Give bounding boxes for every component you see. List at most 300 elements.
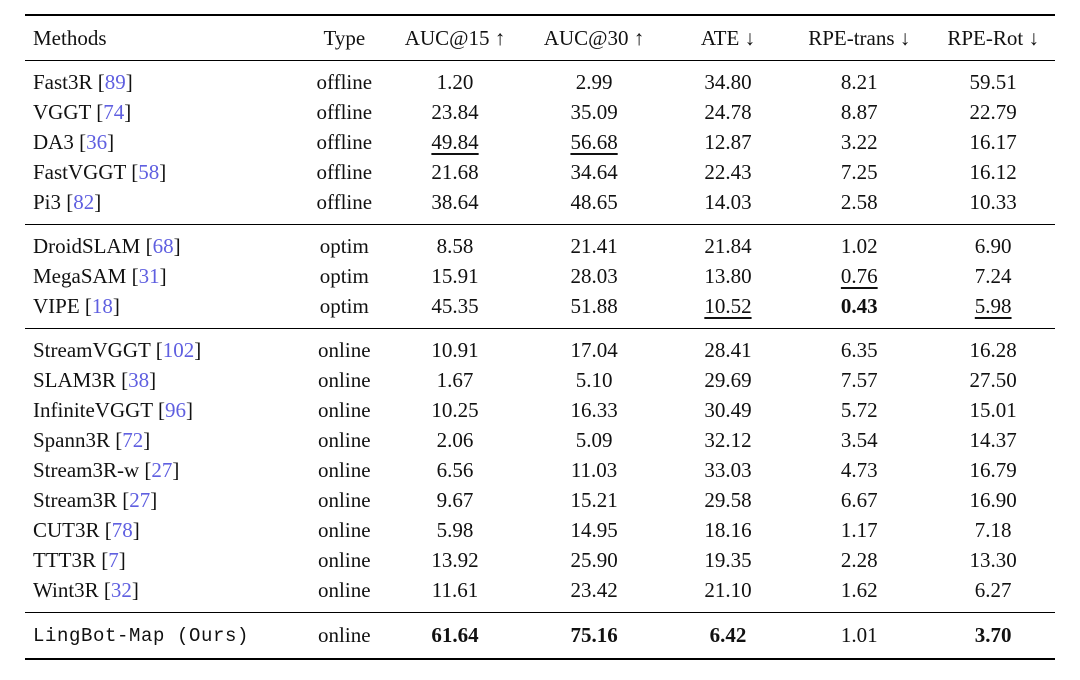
value-text: 5.10 [575,368,613,392]
value-cell [931,262,1055,292]
type-cell: offline [316,100,373,124]
citation-link[interactable]: 74 [103,100,125,124]
type-cell: online [318,458,371,482]
value-cell [787,576,931,613]
value-text: 5.09 [575,428,613,452]
value-text: 61.64 [431,623,479,647]
value-cell [787,292,931,329]
table-group-optim [25,225,1055,329]
value-cell [931,366,1055,396]
value-cell [391,158,520,188]
value-text: 6.56 [436,458,474,482]
value-text: 2.28 [840,548,878,572]
table-row [25,262,1055,292]
value-text: 5.98 [436,518,474,542]
citation-brackets: [68] [140,234,181,258]
citation-link[interactable]: 58 [138,160,160,184]
value-text: 3.22 [840,130,878,154]
method-name: CUT3R [33,518,100,542]
value-text: 5.98 [974,294,1012,318]
method-name: DroidSLAM [33,234,141,258]
table-row [25,188,1055,225]
value-cell [787,98,931,128]
citation-brackets: [72] [110,428,151,452]
value-text: 1.01 [840,623,878,647]
value-text: 45.35 [431,294,479,318]
value-cell [931,329,1055,366]
value-cell [519,292,668,329]
value-cell [519,128,668,158]
value-text: 51.88 [570,294,618,318]
value-cell [391,546,520,576]
value-text: 16.12 [969,160,1017,184]
value-text: 28.03 [570,264,618,288]
value-text: 2.06 [436,428,474,452]
table-header [25,15,1055,61]
value-text: 15.01 [969,398,1017,422]
value-cell [787,225,931,262]
column-header-auc15: AUC@15 ↑ [391,15,520,61]
value-cell [519,516,668,546]
value-text: 10.52 [704,294,752,318]
value-cell [669,158,787,188]
method-name: Fast3R [33,70,93,94]
method-name: MegaSAM [33,264,127,288]
method-cell [25,456,298,486]
value-text: 48.65 [570,190,618,214]
value-cell [519,262,668,292]
type-cell: online [318,338,371,362]
citation-link[interactable]: 72 [122,428,144,452]
table-row [25,158,1055,188]
table-row [25,128,1055,158]
value-cell [931,396,1055,426]
value-text: 28.41 [704,338,752,362]
value-cell [787,613,931,660]
table-row [25,98,1055,128]
results-table [25,14,1055,660]
value-text: 16.33 [570,398,618,422]
value-cell [391,576,520,613]
value-text: 2.99 [575,70,613,94]
type-cell: optim [319,264,369,288]
value-text: 1.62 [840,578,878,602]
value-cell [519,61,668,98]
value-cell [787,61,931,98]
method-name: TTT3R [33,548,96,572]
method-name: StreamVGGT [33,338,151,362]
value-cell [787,262,931,292]
table-row [25,516,1055,546]
value-text: 6.27 [974,578,1012,602]
value-text: 19.35 [704,548,752,572]
value-text: 22.43 [704,160,752,184]
value-cell [931,613,1055,660]
type-cell: online [318,368,371,392]
table-row [25,366,1055,396]
value-cell [519,225,668,262]
table-group-ours [25,613,1055,660]
value-text: 14.03 [704,190,752,214]
value-text: 34.64 [570,160,618,184]
citation-link[interactable]: 27 [129,488,151,512]
value-text: 17.04 [570,338,618,362]
value-text: 8.21 [840,70,878,94]
method-name: VIPE [33,294,80,318]
value-text: 0.43 [840,294,878,318]
value-text: 0.76 [840,264,878,288]
value-text: 7.24 [974,264,1012,288]
value-text: 1.17 [840,518,878,542]
table-row [25,329,1055,366]
value-text: 16.28 [969,338,1017,362]
value-cell [391,292,520,329]
value-cell [669,486,787,516]
value-text: 1.20 [436,70,474,94]
citation-link[interactable]: 82 [73,190,95,214]
method-name: LingBot-Map (Ours) [33,625,250,647]
value-cell [519,98,668,128]
value-text: 4.73 [840,458,878,482]
method-cell [25,576,298,613]
method-cell [25,486,298,516]
value-cell [519,396,668,426]
value-text: 33.03 [704,458,752,482]
citation-brackets: [31] [126,264,167,288]
value-cell [669,576,787,613]
header-row [25,15,1055,61]
value-text: 10.91 [431,338,479,362]
citation-brackets: [27] [117,488,158,512]
type-cell: online [318,623,371,647]
value-text: 8.58 [436,234,474,258]
value-cell [669,292,787,329]
value-cell [519,546,668,576]
value-text: 12.87 [704,130,752,154]
value-text: 9.67 [436,488,474,512]
type-cell: online [318,518,371,542]
value-cell [391,456,520,486]
value-cell [669,128,787,158]
method-cell [25,329,298,366]
method-name: DA3 [33,130,74,154]
value-cell [391,262,520,292]
table-row [25,576,1055,613]
citation-brackets: [18] [79,294,120,318]
value-text: 22.79 [969,100,1017,124]
method-cell [25,516,298,546]
method-cell [25,128,298,158]
value-text: 5.72 [840,398,878,422]
value-text: 56.68 [570,130,618,154]
value-text: 21.68 [431,160,479,184]
table-row [25,292,1055,329]
value-cell [931,426,1055,456]
value-cell [391,486,520,516]
method-cell [25,426,298,456]
value-text: 6.35 [840,338,878,362]
citation-link[interactable]: 78 [111,518,133,542]
value-text: 11.61 [431,578,479,602]
value-cell [519,426,668,456]
value-text: 23.84 [431,100,479,124]
method-name: FastVGGT [33,160,126,184]
value-cell [391,613,520,660]
type-cell: optim [319,294,369,318]
value-text: 34.80 [704,70,752,94]
type-cell: online [318,398,371,422]
value-text: 27.50 [969,368,1017,392]
value-text: 29.69 [704,368,752,392]
column-header-methods: Methods [25,15,298,61]
value-text: 30.49 [704,398,752,422]
type-cell: offline [316,130,373,154]
value-cell [931,292,1055,329]
column-header-rpe-trans: RPE-trans ↓ [787,15,931,61]
value-cell [787,546,931,576]
citation-link[interactable]: 31 [138,264,160,288]
value-cell [931,188,1055,225]
value-text: 13.92 [431,548,479,572]
citation-brackets: [74] [90,100,132,124]
citation-link[interactable]: 18 [91,294,113,318]
value-text: 15.21 [570,488,618,512]
value-text: 8.87 [840,100,878,124]
value-cell [931,158,1055,188]
value-cell [519,576,668,613]
column-header-ate: ATE ↓ [669,15,787,61]
value-text: 7.57 [840,368,878,392]
citation-link[interactable]: 68 [152,234,174,258]
value-text: 16.79 [969,458,1017,482]
citation-brackets: [58] [125,160,167,184]
value-cell [787,188,931,225]
table-group-online [25,329,1055,613]
type-cell: online [318,488,371,512]
type-cell: offline [316,70,373,94]
method-cell [25,158,298,188]
value-text: 29.58 [704,488,752,512]
citation-brackets: [89] [92,70,133,94]
value-text: 21.41 [570,234,618,258]
value-text: 25.90 [570,548,618,572]
type-cell: online [318,428,371,452]
value-text: 7.25 [840,160,878,184]
citation-brackets: [38] [115,368,157,392]
citation-link[interactable]: 102 [162,338,195,362]
value-cell [519,329,668,366]
method-name: Pi3 [33,190,62,214]
value-text: 7.18 [974,518,1012,542]
value-cell [787,366,931,396]
value-cell [519,158,668,188]
value-cell [787,516,931,546]
value-text: 2.58 [840,190,878,214]
method-cell [25,98,298,128]
table-group-offline [25,61,1055,225]
citation-brackets: [27] [139,458,180,482]
value-cell [931,486,1055,516]
value-cell [931,225,1055,262]
type-cell: optim [319,234,369,258]
citation-link[interactable]: 89 [104,70,126,94]
value-cell [519,456,668,486]
value-text: 6.42 [709,623,747,647]
method-cell [25,396,298,426]
value-text: 21.10 [704,578,752,602]
value-cell [391,98,520,128]
value-cell [787,486,931,516]
value-text: 59.51 [969,70,1017,94]
value-text: 75.16 [570,623,618,647]
value-cell [669,98,787,128]
value-text: 6.67 [840,488,878,512]
citation-brackets: [7] [96,548,126,572]
table-row [25,396,1055,426]
value-cell [519,188,668,225]
value-cell [669,61,787,98]
method-name: SLAM3R [33,368,116,392]
value-cell [669,546,787,576]
method-name: Stream3R-w [33,458,140,482]
method-name: InfiniteVGGT [33,398,153,422]
value-cell [931,516,1055,546]
method-cell [25,613,298,660]
citation-brackets: [32] [98,578,139,602]
value-cell [669,426,787,456]
method-name: Stream3R [33,488,117,512]
value-text: 32.12 [704,428,752,452]
value-text: 23.42 [570,578,618,602]
value-cell [931,576,1055,613]
method-cell [25,262,298,292]
value-text: 14.37 [969,428,1017,452]
value-text: 1.67 [436,368,474,392]
value-cell [931,546,1055,576]
value-cell [931,61,1055,98]
table-row [25,486,1055,516]
type-cell: online [318,548,371,572]
value-cell [669,225,787,262]
citation-link[interactable]: 32 [110,578,132,602]
value-cell [519,613,668,660]
method-cell [25,292,298,329]
value-cell [669,329,787,366]
value-cell [787,426,931,456]
value-cell [787,158,931,188]
citation-link[interactable]: 96 [165,398,187,422]
value-cell [787,456,931,486]
table-row [25,426,1055,456]
value-text: 3.70 [974,623,1012,647]
value-text: 49.84 [431,130,479,154]
value-text: 11.03 [570,458,618,482]
value-text: 21.84 [704,234,752,258]
column-header-type: Type [298,15,391,61]
value-text: 10.25 [431,398,479,422]
column-header-auc30: AUC@30 ↑ [519,15,668,61]
value-cell [391,366,520,396]
value-cell [669,366,787,396]
value-text: 3.54 [840,428,878,452]
value-text: 15.91 [431,264,479,288]
method-cell [25,366,298,396]
table-row [25,456,1055,486]
table-row [25,546,1055,576]
value-cell [787,396,931,426]
value-cell [669,188,787,225]
value-text: 10.33 [969,190,1017,214]
value-text: 6.90 [974,234,1012,258]
type-cell: offline [316,190,373,214]
value-cell [669,516,787,546]
value-cell [931,128,1055,158]
value-cell [669,262,787,292]
method-name: Spann3R [33,428,111,452]
value-cell [391,516,520,546]
table-row [25,225,1055,262]
type-cell: online [318,578,371,602]
citation-brackets: [36] [73,130,115,154]
citation-link[interactable]: 36 [86,130,108,154]
value-cell [519,486,668,516]
method-cell [25,225,298,262]
value-cell [519,366,668,396]
value-text: 16.17 [969,130,1017,154]
value-text: 35.09 [570,100,618,124]
value-cell [391,61,520,98]
value-cell [669,456,787,486]
value-text: 13.80 [704,264,752,288]
citation-link[interactable]: 38 [128,368,150,392]
value-cell [391,329,520,366]
method-cell [25,546,298,576]
column-header-rpe-rot: RPE-Rot ↓ [931,15,1055,61]
value-cell [669,613,787,660]
citation-brackets: [82] [61,190,102,214]
method-name: VGGT [33,100,91,124]
citation-link[interactable]: 7 [108,548,119,572]
method-cell [25,188,298,225]
citation-link[interactable]: 27 [151,458,173,482]
value-cell [391,128,520,158]
value-cell [931,456,1055,486]
value-text: 38.64 [431,190,479,214]
value-cell [669,396,787,426]
value-cell [787,128,931,158]
value-cell [391,188,520,225]
method-name: Wint3R [33,578,99,602]
value-cell [391,225,520,262]
value-cell [787,329,931,366]
value-cell [931,98,1055,128]
value-text: 13.30 [969,548,1017,572]
citation-brackets: [96] [152,398,194,422]
table-row [25,61,1055,98]
type-cell: offline [316,160,373,184]
value-cell [391,396,520,426]
value-cell [391,426,520,456]
citation-brackets: [78] [99,518,140,542]
value-text: 16.90 [969,488,1017,512]
value-text: 18.16 [704,518,752,542]
value-text: 1.02 [840,234,878,258]
table-row [25,613,1055,660]
value-text: 24.78 [704,100,752,124]
citation-brackets: [102] [150,338,202,362]
value-text: 14.95 [570,518,618,542]
method-cell [25,61,298,98]
